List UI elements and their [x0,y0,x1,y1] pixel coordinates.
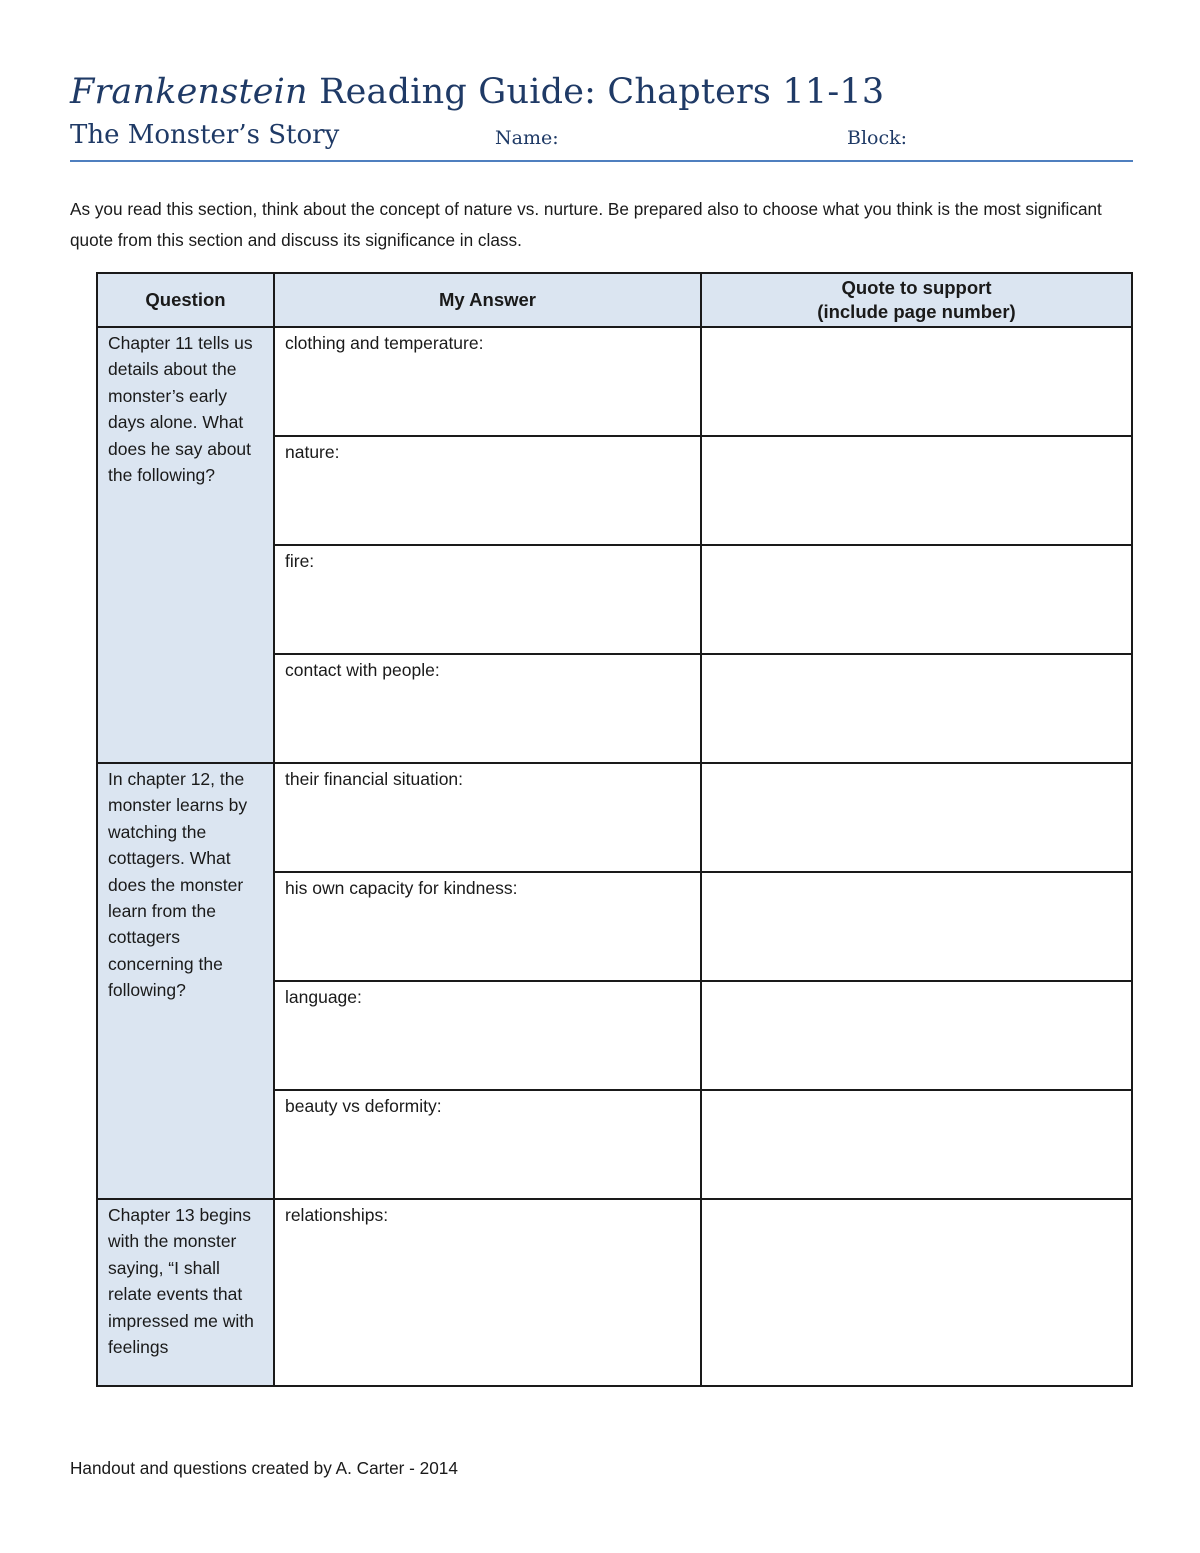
table-row [97,763,1132,872]
question-text: Chapter 11 tells us details about the monster’s early days alone. What does he say about the following? [108,333,253,486]
answer-cell[interactable] [274,763,701,872]
header-row [97,273,1132,327]
quote-cell[interactable] [701,1090,1132,1199]
quote-cell[interactable] [701,545,1132,654]
prompt-label: relationships: [285,1205,389,1225]
quote-cell[interactable] [701,763,1132,872]
quote-cell[interactable] [701,654,1132,763]
answer-cell[interactable] [274,1090,701,1199]
header-quote-line1: Quote to support [841,277,992,298]
prompt-label: clothing and temperature: [285,333,484,353]
reading-guide-table [96,272,1133,1387]
header-answer: My Answer [274,273,701,327]
prompt-label: beauty vs deformity: [285,1096,442,1116]
header-quote-line2: (include page number) [817,301,1016,322]
footer-credit: Handout and questions created by A. Carter - 2014 [70,1458,458,1478]
page-title [70,72,884,112]
answer-cell[interactable] [274,327,701,436]
title-italic: Frankenstein [70,72,308,112]
prompt-label: his own capacity for kindness: [285,878,518,898]
header-quote [701,273,1132,327]
question-cell [97,763,274,1199]
quote-cell[interactable] [701,436,1132,545]
question-cell [97,1199,274,1386]
subtitle: The Monster’s Story [70,120,340,150]
subtitle-row [70,120,1133,162]
prompt-label: nature: [285,442,340,462]
intro-text: As you read this section, think about the concept of nature vs. nurture. Be prepared also to choose what you think is the most significant quote from this section and discuss its significance in class. [70,199,1102,250]
answer-cell[interactable] [274,436,701,545]
quote-cell[interactable] [701,981,1132,1090]
prompt-label: contact with people: [285,660,440,680]
quote-cell[interactable] [701,872,1132,981]
block-label: Block: [847,127,908,149]
answer-cell[interactable] [274,981,701,1090]
answer-cell[interactable] [274,654,701,763]
question-text: In chapter 12, the monster learns by watching the cottagers. What does the monster learn from the cottagers concerning the following? [108,769,248,1001]
table-row [97,327,1132,436]
header-question: Question [97,273,274,327]
question-text: Chapter 13 begins with the monster saying, “I shall relate events that impressed me with feelings [108,1205,254,1358]
answer-cell[interactable] [274,1199,701,1386]
title-rest: Reading Guide: Chapters 11-13 [307,72,885,112]
table-row [97,1199,1132,1386]
prompt-label: language: [285,987,362,1007]
prompt-label: fire: [285,551,315,571]
quote-cell[interactable] [701,1199,1132,1386]
question-cell [97,327,274,763]
name-label: Name: [495,127,559,149]
answer-cell[interactable] [274,545,701,654]
quote-cell[interactable] [701,327,1132,436]
answer-cell[interactable] [274,872,701,981]
prompt-label: their financial situation: [285,769,464,789]
